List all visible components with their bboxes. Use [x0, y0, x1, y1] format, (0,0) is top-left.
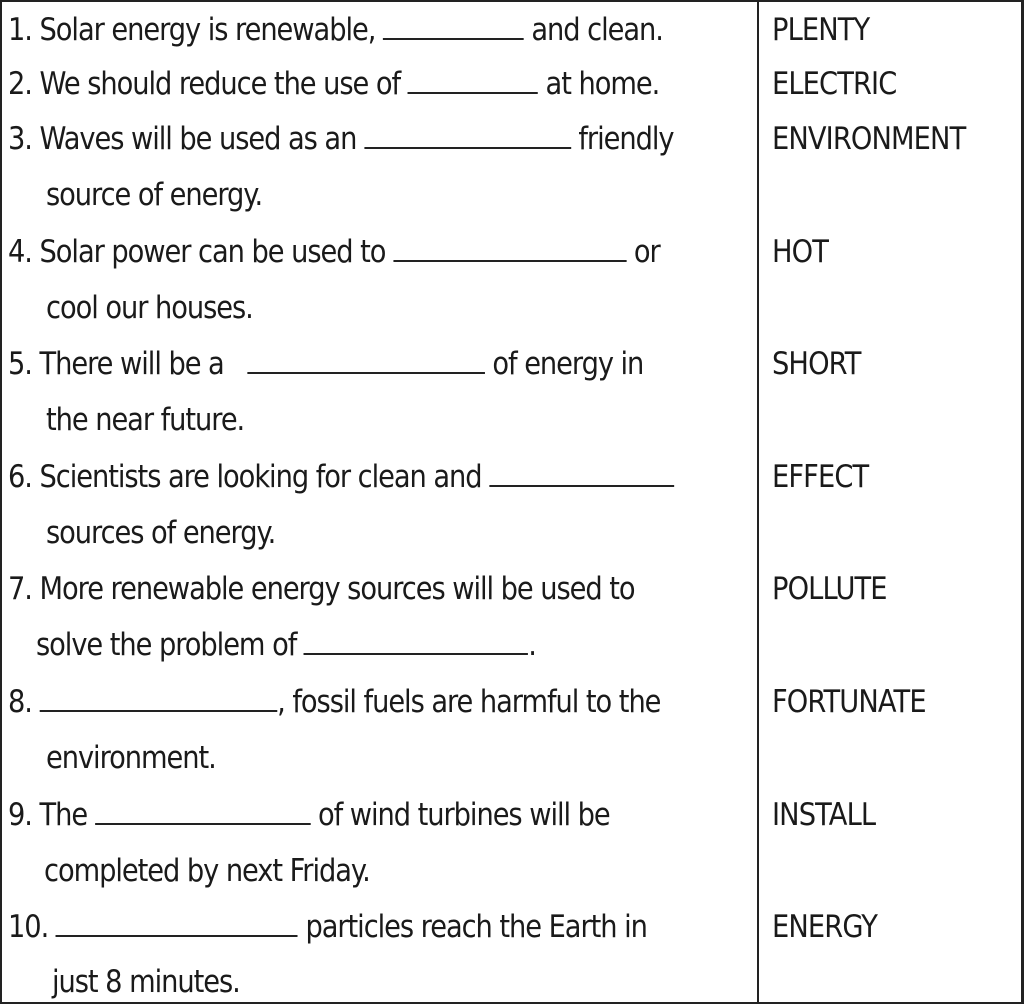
sentence-6-line-1 — [8, 457, 674, 497]
item-number: 7. — [8, 571, 32, 607]
sentence-text: There will be a — [39, 346, 224, 382]
sentence-8-line-2: environment. — [46, 740, 216, 776]
column-divider — [757, 0, 759, 1004]
item-number: 3. — [8, 121, 32, 157]
sentence-text: solve the problem of — [36, 627, 297, 663]
sentence-text: of wind turbines will be — [317, 797, 610, 833]
sentence-text: Solar energy is renewable, — [39, 12, 376, 48]
sentence-1-line-1 — [8, 10, 663, 50]
item-number: 9. — [8, 797, 32, 833]
word-form-1: PLENTY — [772, 12, 870, 48]
sentence-3-line-1 — [8, 119, 673, 159]
sentence-text: of energy in — [492, 346, 644, 382]
answer-blank-9[interactable] — [95, 797, 311, 825]
answer-blank-4[interactable] — [393, 234, 626, 262]
sentence-4-line-2: cool our houses. — [46, 290, 253, 326]
sentence-6-line-2: sources of energy. — [46, 515, 276, 551]
item-number: 4. — [8, 234, 32, 270]
sentence-text: particles reach the Earth in — [305, 909, 647, 945]
sentence-10-line-2: just 8 minutes. — [52, 964, 240, 1000]
answer-blank-7[interactable] — [304, 627, 528, 655]
item-number: 6. — [8, 459, 32, 495]
word-form-5: SHORT — [772, 346, 861, 382]
sentence-text: . — [528, 627, 536, 663]
answer-blank-2[interactable] — [408, 66, 538, 94]
word-form-6: EFFECT — [772, 459, 869, 495]
sentence-4-line-1 — [8, 232, 660, 272]
answer-blank-10[interactable] — [56, 909, 298, 937]
sentence-text: Waves will be used as an — [39, 121, 357, 157]
word-form-4: HOT — [772, 234, 829, 270]
sentence-text: , fossil fuels are harmful to the — [277, 684, 661, 720]
item-number: 2. — [8, 66, 32, 102]
sentence-5-line-1 — [8, 344, 643, 384]
item-number: 10. — [8, 909, 49, 945]
sentence-8-line-1 — [8, 682, 660, 722]
sentence-text: The — [39, 797, 88, 833]
sentence-3-line-2: source of energy. — [46, 177, 263, 213]
answer-blank-5[interactable] — [247, 346, 485, 374]
word-form-7: POLLUTE — [772, 571, 887, 607]
sentence-text: Scientists are looking for clean and — [39, 459, 482, 495]
sentence-5-line-2: the near future. — [46, 402, 245, 438]
sentence-text: at home. — [545, 66, 660, 102]
sentence-text: We should reduce the use of — [39, 66, 401, 102]
sentence-9-line-2: completed by next Friday. — [44, 853, 370, 889]
sentence-2-line-1 — [8, 64, 659, 104]
word-form-10: ENERGY — [772, 909, 878, 945]
answer-blank-1[interactable] — [383, 12, 524, 40]
item-number: 5. — [8, 346, 32, 382]
sentence-text: or — [633, 234, 660, 270]
sentence-text: friendly — [578, 121, 674, 157]
sentence-text: and clean. — [531, 12, 663, 48]
word-form-8: FORTUNATE — [772, 684, 926, 720]
word-form-9: INSTALL — [772, 797, 876, 833]
sentence-7-line-2 — [36, 625, 536, 665]
sentence-text: Solar power can be used to — [39, 234, 386, 270]
word-form-3: ENVIRONMENT — [772, 121, 966, 157]
word-form-2: ELECTRIC — [772, 66, 897, 102]
item-number: 8. — [8, 684, 32, 720]
sentence-10-line-1 — [8, 907, 647, 947]
answer-blank-3[interactable] — [364, 121, 571, 149]
sentence-text: More renewable energy sources will be used to — [39, 571, 635, 607]
sentence-9-line-1 — [8, 795, 610, 835]
answer-blank-8[interactable] — [40, 684, 278, 712]
item-number: 1. — [8, 12, 32, 48]
answer-blank-6[interactable] — [489, 459, 674, 487]
sentence-7-line-1 — [8, 569, 635, 609]
